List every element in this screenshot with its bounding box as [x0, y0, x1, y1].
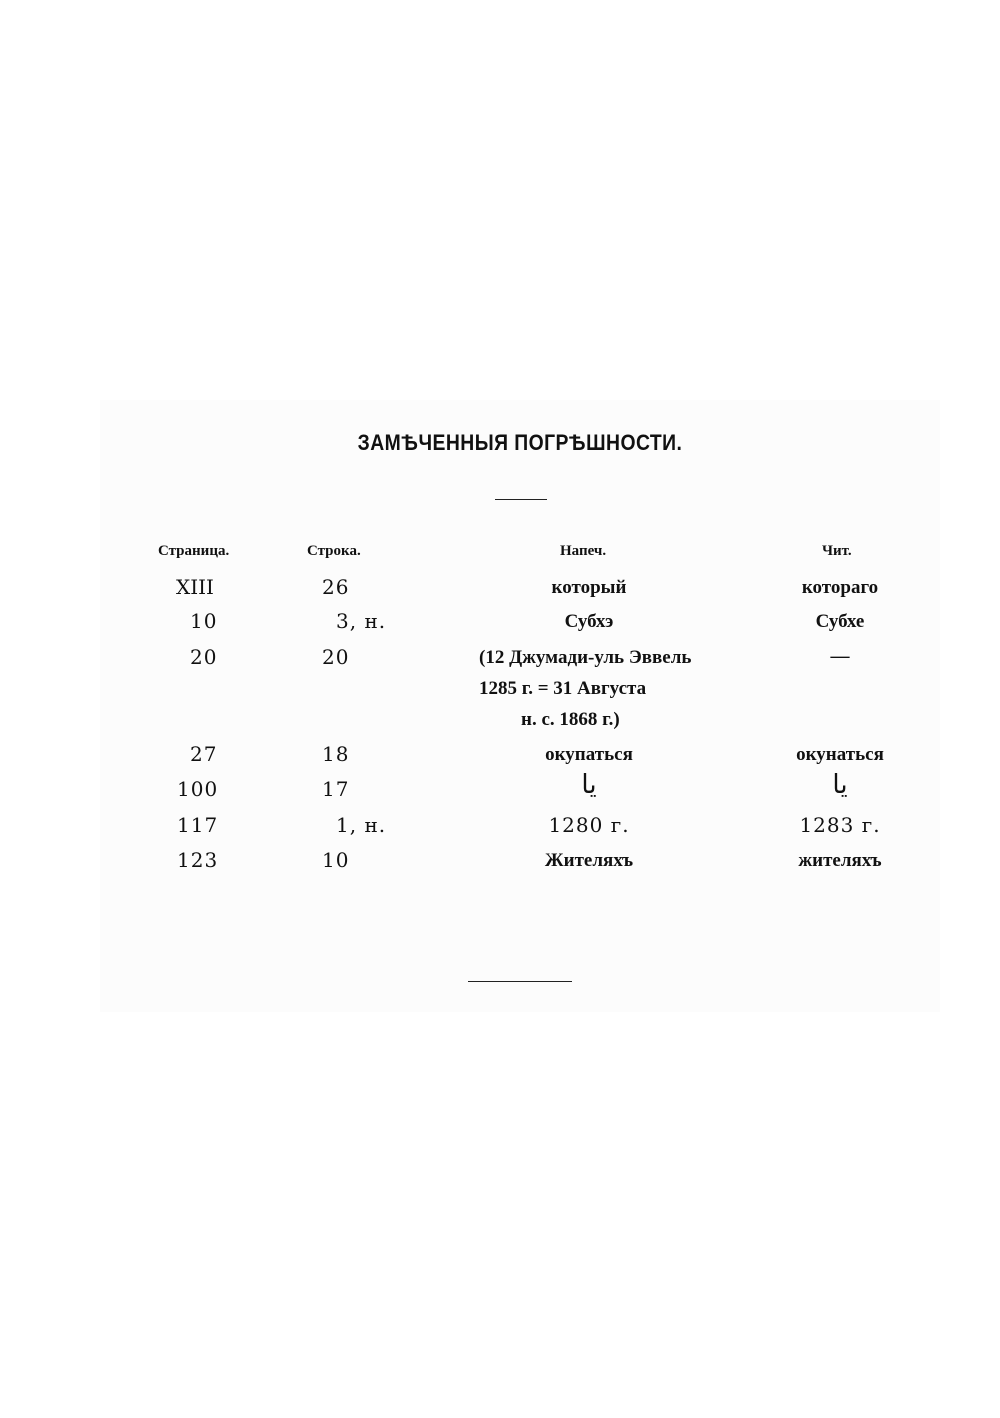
row-2-read: Субхе — [815, 611, 865, 632]
row-6-line: 1, н. — [336, 813, 387, 837]
row-7-printed: Жителяхъ — [544, 850, 634, 871]
row-3-printed-line-2: 1285 г. = 31 Августа — [479, 678, 647, 699]
row-1-read: котораго — [801, 577, 879, 598]
page-title: ЗАМѢЧЕННЫЯ ПОГРѢШНОСТИ. — [357, 430, 683, 455]
row-4-line: 18 — [322, 742, 350, 766]
row-5-read: يا — [832, 770, 848, 800]
column-header-read: Чит. — [822, 543, 852, 559]
row-2-page: 10 — [190, 609, 218, 633]
row-4-read: окунаться — [796, 744, 884, 765]
row-3-printed-line-1: (12 Джумади-уль Эввель — [479, 647, 692, 668]
row-3-page: 20 — [190, 645, 218, 669]
row-3-read: — — [830, 646, 850, 667]
row-4-page: 27 — [190, 742, 218, 766]
row-6-read: 1283 г. — [799, 813, 881, 837]
row-7-read: жителяхъ — [798, 850, 882, 871]
row-1-page: XIII — [176, 575, 214, 599]
row-3-line: 20 — [322, 645, 350, 669]
page-area — [100, 400, 940, 1012]
row-1-printed: который — [551, 577, 627, 598]
row-6-page: 117 — [177, 813, 219, 837]
column-header-line: Строка. — [307, 543, 361, 559]
row-5-page: 100 — [177, 777, 219, 801]
row-1-line: 26 — [322, 575, 350, 599]
column-header-page: Страница. — [158, 543, 230, 559]
row-7-page: 123 — [177, 848, 219, 872]
row-2-line: 3, н. — [336, 609, 387, 633]
row-3-printed-line-3: н. с. 1868 г.) — [521, 709, 620, 730]
title-rule — [495, 499, 547, 500]
column-header-printed: Напеч. — [560, 543, 607, 559]
row-7-line: 10 — [322, 848, 350, 872]
row-4-printed: окупаться — [545, 744, 633, 765]
row-5-line: 17 — [322, 777, 350, 801]
row-2-printed: Субхэ — [564, 611, 614, 632]
row-6-printed: 1280 г. — [548, 813, 630, 837]
closing-rule — [468, 981, 572, 982]
row-5-printed: يا — [581, 770, 597, 800]
